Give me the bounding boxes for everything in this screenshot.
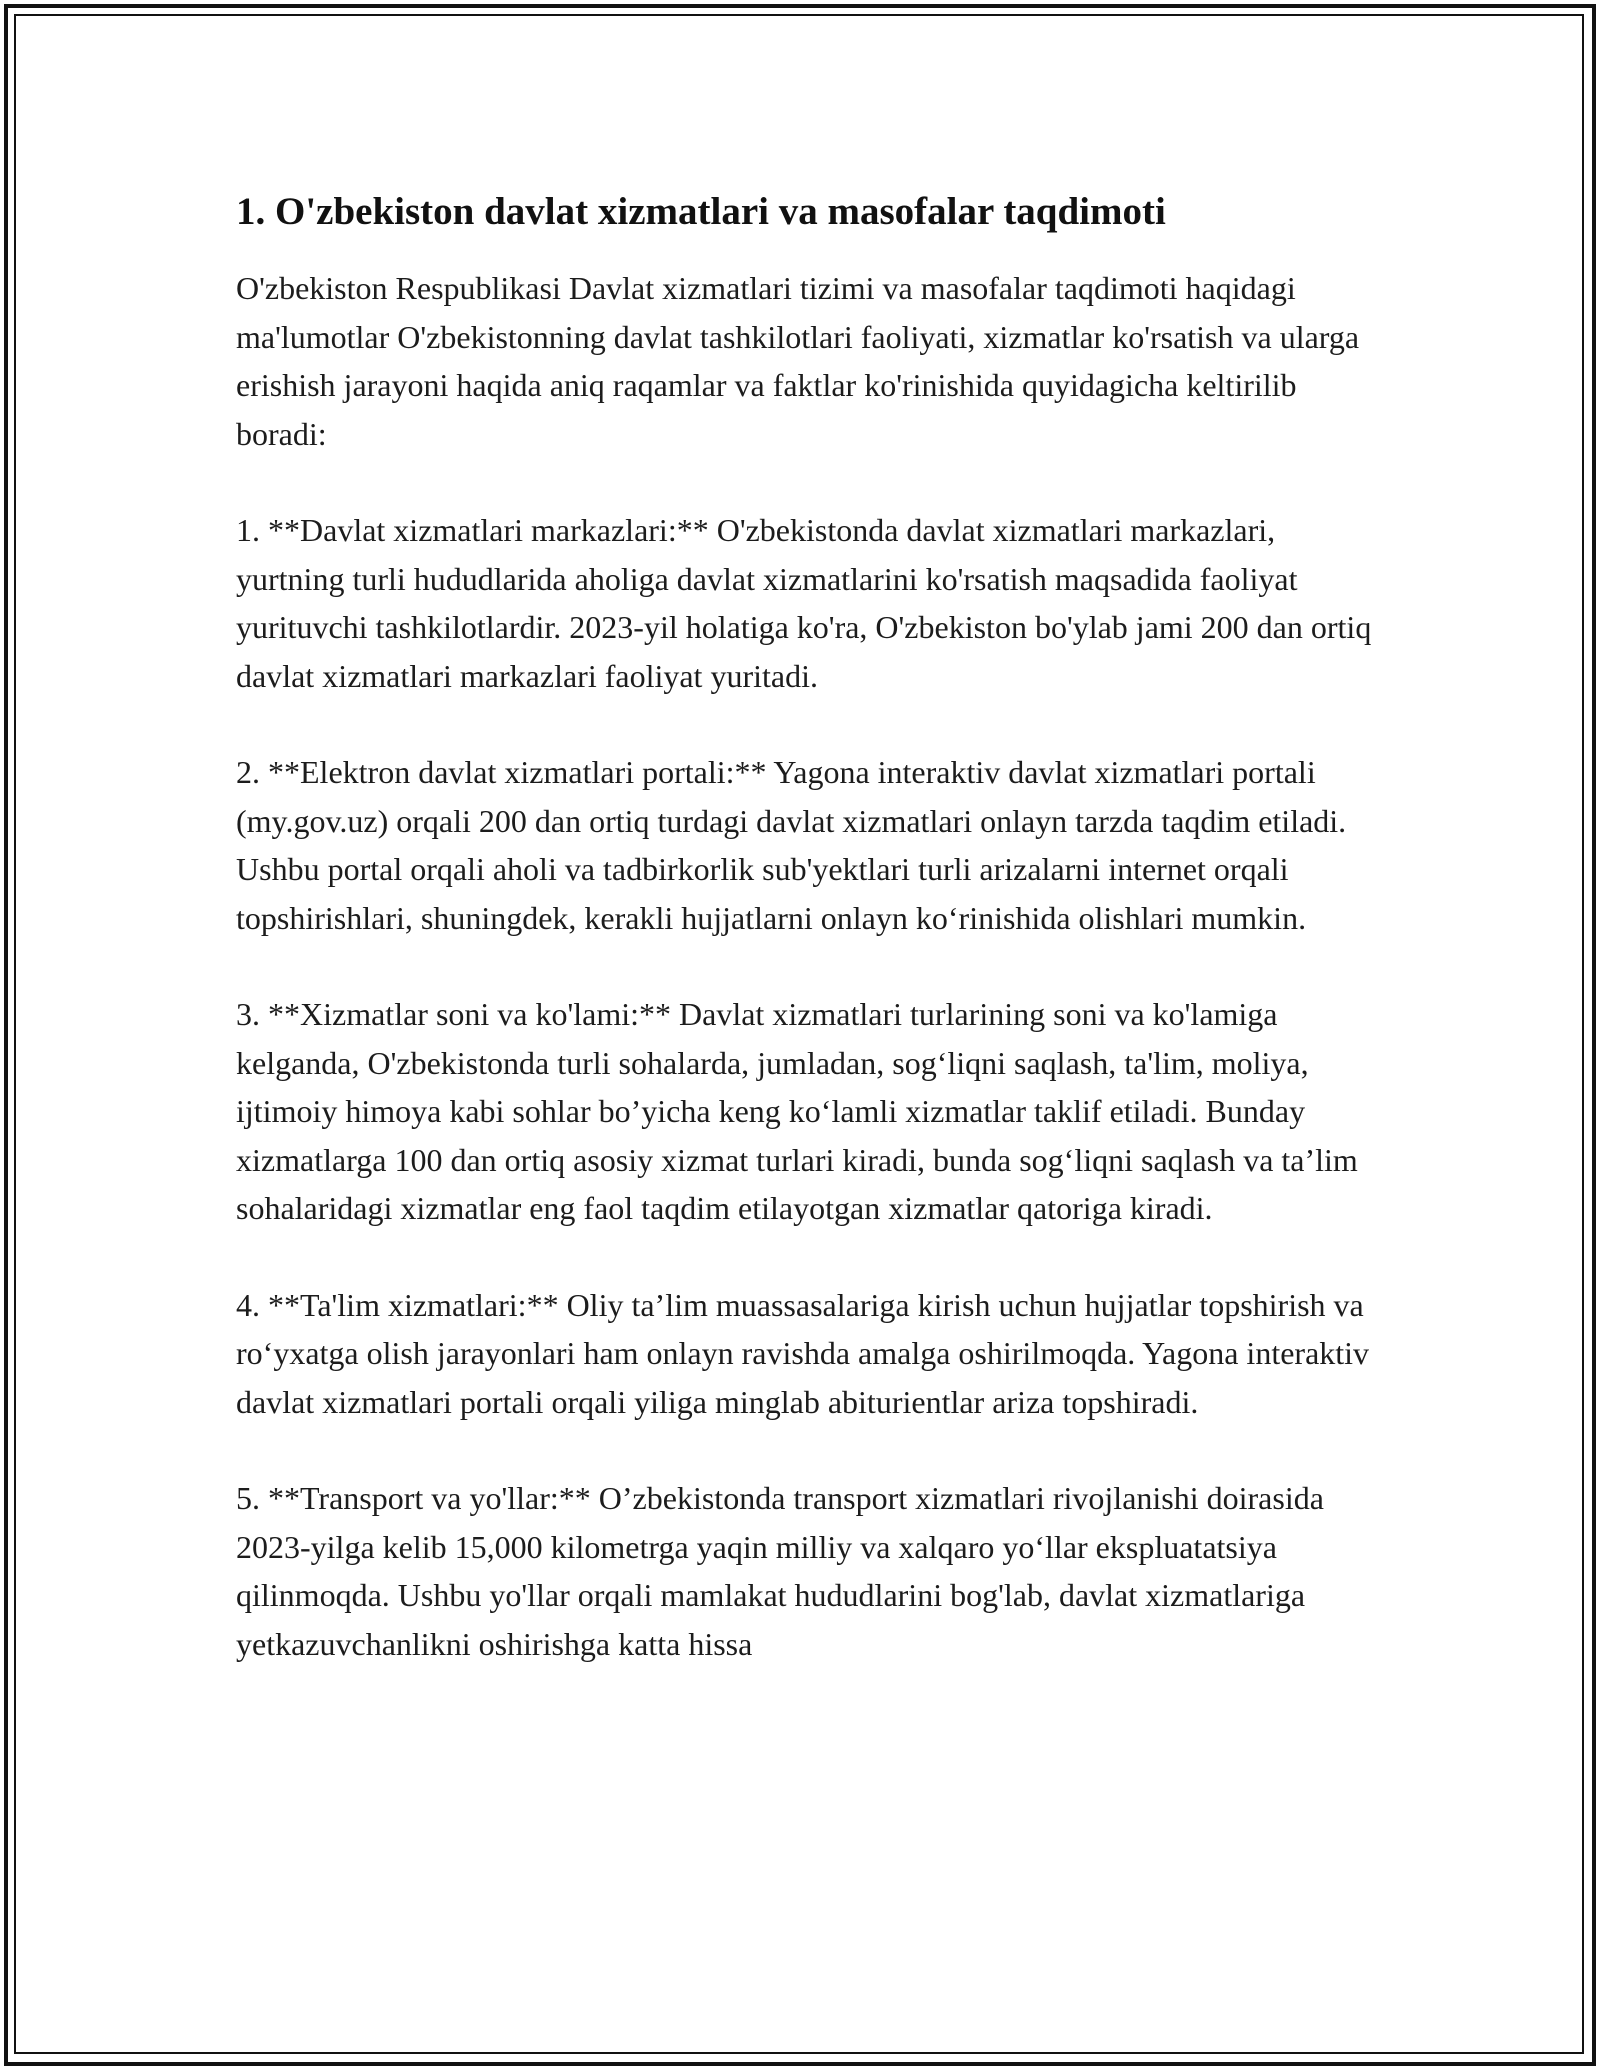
list-item-transport-roads: 5. **Transport va yo'llar:** O’zbekistonda transport xizmatlari rivojlanishi doirasida 2023-yilga kelib 15,000 kilometrga yaqin milliy va xalqaro yo‘llar ekspluatatsiya qilinmoqda. Ushbu yo'llar orqali mamlakat hududlarini bog'lab, davlat xizmatlariga yetkazuvchanlikni oshirishga katta hissa bbox=[236, 1480, 1324, 1662]
document-title: 1. O'zbekiston davlat xizmatlari va masofalar taqdimoti bbox=[236, 190, 1166, 233]
document-body bbox=[236, 184, 1376, 1716]
list-item-education-services: 4. **Ta'lim xizmatlari:** Oliy ta’lim muassasalariga kirish uchun hujjatlar topshirish va ro‘yxatga olish jarayonlari ham onlayn ravishda amalga oshirilmoqda. Yagona interaktiv davlat xizmatlari portali orqali yiliga minglab abiturientlar ariza topshiradi. bbox=[236, 1286, 1370, 1420]
list-item-service-centers: 1. **Davlat xizmatlari markazlari:** O'zbekistonda davlat xizmatlari markazlari, yurtning turli hududlarida aholiga davlat xizmatlarini ko'rsatish maqsadida faoliyat yurituvchi tashkilotlardir. 2023-yil holatiga ko'ra, O'zbekiston bo'ylab jami 200 dan ortiq davlat xizmatlari markazlari faoliyat yuritadi. bbox=[236, 512, 1372, 694]
list-item-services-scope: 3. **Xizmatlar soni va ko'lami:** Davlat xizmatlari turlarining soni va ko'lamiga kelganda, O'zbekistonda turli sohalarda, jumladan, sog‘liqni saqlash, ta'lim, moliya, ijtimoiy himoya kabi sohlar bo’yicha keng ko‘lamli xizmatlar taklif etiladi. Bunday xizmatlarga 100 dan ortiq asosiy xizmat turlari kiradi, bunda sog‘liqni saqlash va ta’lim sohalaridagi xizmatlar eng faol taqdim etilayotgan xizmatlar qatoriga kiradi. bbox=[236, 996, 1358, 1226]
list-item-e-gov-portal: 2. **Elektron davlat xizmatlari portali:** Yagona interaktiv davlat xizmatlari portali (my.gov.uz) orqali 200 dan ortiq turdagi davlat xizmatlari onlayn tarzda taqdim etiladi. Ushbu portal orqali aholi va tadbirkorlik sub'yektlari turli arizalarni internet orqali topshirishlari, shuningdek, kerakli hujjatlarni onlayn ko‘rinishida olishlari mumkin. bbox=[236, 754, 1347, 936]
intro-paragraph: O'zbekiston Respublikasi Davlat xizmatlari tizimi va masofalar taqdimoti haqidagi ma'lumotlar O'zbekistonning davlat tashkilotlari faoliyati, xizmatlar ko'rsatish va ularga erishish jarayoni haqida aniq raqamlar va faktlar ko'rinishida quyidagicha keltirilib boradi: bbox=[236, 270, 1360, 452]
